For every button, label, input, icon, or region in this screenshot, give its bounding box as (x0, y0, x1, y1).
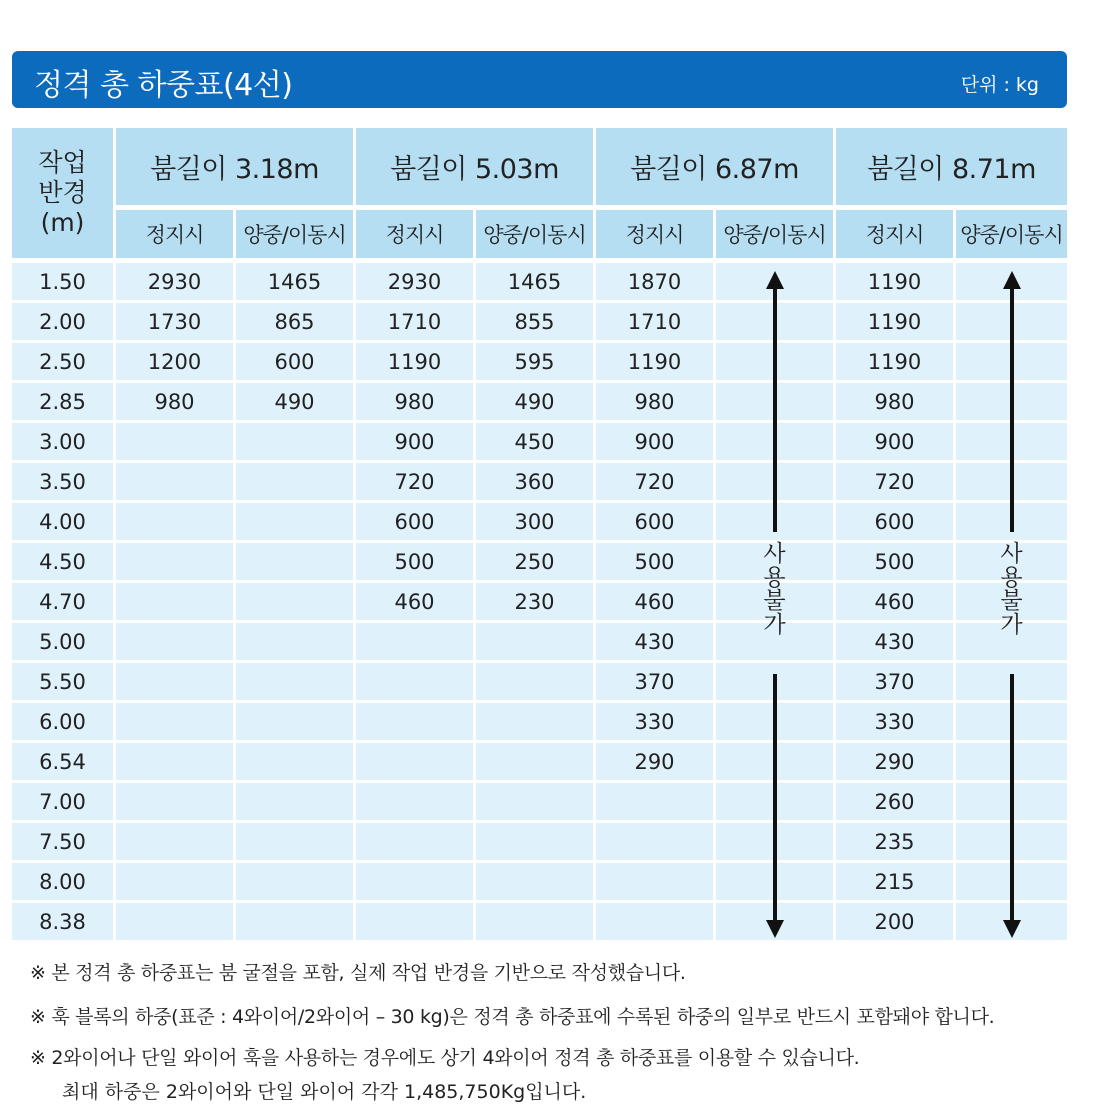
load-value-cell (236, 703, 353, 740)
load-value-cell: 235 (836, 823, 953, 860)
radius-header-line: 반경 (38, 178, 87, 207)
load-value-cell (116, 463, 233, 500)
load-value-cell (596, 783, 713, 820)
radius-cell: 6.00 (12, 703, 113, 740)
load-value-cell: 900 (356, 423, 473, 460)
load-value-cell (356, 663, 473, 700)
boom-length-header: 붐길이 6.87m (596, 128, 833, 205)
load-value-cell: 230 (476, 583, 593, 620)
load-value-cell (236, 583, 353, 620)
load-value-cell: 1190 (596, 343, 713, 380)
arrow-down-icon (1003, 920, 1021, 938)
load-value-cell (356, 823, 473, 860)
not-usable-char: 가 (763, 611, 786, 638)
load-value-cell: 260 (836, 783, 953, 820)
radius-cell: 4.50 (12, 543, 113, 580)
load-value-cell (116, 743, 233, 780)
load-value-cell: 290 (836, 743, 953, 780)
radius-cell: 2.50 (12, 343, 113, 380)
load-value-cell (116, 543, 233, 580)
load-value-cell: 330 (836, 703, 953, 740)
load-value-cell: 1190 (836, 343, 953, 380)
load-value-cell: 490 (476, 383, 593, 420)
load-value-cell (116, 823, 233, 860)
load-value-cell: 200 (836, 903, 953, 940)
load-value-cell (476, 783, 593, 820)
radius-header-line: 작업 (38, 148, 87, 177)
load-value-cell (236, 783, 353, 820)
load-value-cell (476, 863, 593, 900)
load-value-cell: 1730 (116, 303, 233, 340)
load-value-cell (236, 503, 353, 540)
load-value-cell: 300 (476, 503, 593, 540)
lifting-moving-header: 양중/이동시 (476, 210, 593, 258)
stationary-header: 정지시 (356, 210, 473, 258)
load-value-cell (236, 863, 353, 900)
load-value-cell (236, 663, 353, 700)
load-value-cell: 980 (356, 383, 473, 420)
stationary-header: 정지시 (116, 210, 233, 258)
load-value-cell: 1200 (116, 343, 233, 380)
load-value-cell: 360 (476, 463, 593, 500)
load-value-cell: 980 (116, 383, 233, 420)
boom-length-header: 붐길이 8.71m (836, 128, 1067, 205)
load-value-cell: 500 (596, 543, 713, 580)
load-value-cell: 1190 (836, 303, 953, 340)
load-value-cell (356, 863, 473, 900)
radius-cell: 2.85 (12, 383, 113, 420)
load-value-cell (116, 703, 233, 740)
load-value-cell (476, 663, 593, 700)
load-value-cell (596, 823, 713, 860)
stationary-header: 정지시 (596, 210, 713, 258)
arrow-line (773, 287, 777, 532)
load-value-cell (116, 903, 233, 940)
load-value-cell (116, 863, 233, 900)
lifting-moving-header: 양중/이동시 (716, 210, 833, 258)
load-value-cell (116, 583, 233, 620)
load-value-cell (236, 623, 353, 660)
load-value-cell: 1190 (356, 343, 473, 380)
load-value-cell (116, 623, 233, 660)
note-1: ※ 본 정격 총 하중표는 붐 굴절을 포함, 실제 작업 반경을 기반으로 작성했습니다. (30, 962, 686, 984)
radius-header-line: (m) (40, 208, 85, 237)
load-value-cell (116, 423, 233, 460)
load-value-cell (476, 623, 593, 660)
not-usable-char: 사 (1000, 541, 1023, 567)
load-value-cell (356, 903, 473, 940)
boom-length-header: 붐길이 3.18m (116, 128, 353, 205)
note-2: ※ 훅 블록의 하중(표준 : 4와이어/2와이어 – 30 kg)은 정격 총 하중표에 수록된 하중의 일부로 반드시 포함돼야 합니다. (30, 1006, 995, 1028)
not-usable-char: 가 (1000, 611, 1023, 638)
lifting-moving-header: 양중/이동시 (236, 210, 353, 258)
load-value-cell: 1870 (596, 263, 713, 300)
load-value-cell: 600 (356, 503, 473, 540)
not-usable-char: 사 (763, 541, 786, 567)
arrow-down-icon (766, 920, 784, 938)
load-value-cell (236, 423, 353, 460)
load-value-cell: 855 (476, 303, 593, 340)
load-value-cell (596, 903, 713, 940)
load-value-cell: 500 (836, 543, 953, 580)
radius-cell: 7.00 (12, 783, 113, 820)
load-value-cell: 865 (236, 303, 353, 340)
not-usable-indicator (956, 263, 1067, 943)
load-value-cell (236, 543, 353, 580)
load-value-cell: 595 (476, 343, 593, 380)
load-value-cell: 460 (596, 583, 713, 620)
load-value-cell: 900 (836, 423, 953, 460)
load-value-cell (116, 783, 233, 820)
not-usable-label (716, 543, 833, 637)
load-value-cell: 370 (836, 663, 953, 700)
load-value-cell: 1465 (476, 263, 593, 300)
arrow-line (1010, 674, 1014, 922)
load-value-cell (236, 823, 353, 860)
unit-label: 단위 : kg (960, 74, 1039, 96)
load-value-cell (356, 743, 473, 780)
note-3-continued: 최대 하중은 2와이어와 단일 와이어 각각 1,485,750Kg입니다. (62, 1081, 587, 1103)
load-value-cell (356, 703, 473, 740)
load-value-cell (596, 863, 713, 900)
load-value-cell (116, 663, 233, 700)
load-value-cell: 460 (356, 583, 473, 620)
lifting-moving-header: 양중/이동시 (956, 210, 1067, 258)
radius-cell: 4.70 (12, 583, 113, 620)
load-value-cell (476, 903, 593, 940)
load-value-cell: 1710 (356, 303, 473, 340)
load-value-cell: 330 (596, 703, 713, 740)
not-usable-char: 불 (1000, 588, 1023, 614)
not-usable-char: 용 (763, 564, 786, 591)
radius-cell: 8.38 (12, 903, 113, 940)
not-usable-char: 용 (1000, 564, 1023, 591)
radius-cell: 6.54 (12, 743, 113, 780)
arrow-line (1010, 287, 1014, 532)
radius-cell: 4.00 (12, 503, 113, 540)
load-value-cell (476, 703, 593, 740)
load-value-cell: 720 (596, 463, 713, 500)
radius-cell: 8.00 (12, 863, 113, 900)
radius-cell: 3.50 (12, 463, 113, 500)
note-3: ※ 2와이어나 단일 와이어 훅을 사용하는 경우에도 상기 4와이어 정격 총 하중표를 이용할 수 있습니다. (30, 1047, 860, 1069)
load-value-cell: 600 (836, 503, 953, 540)
load-value-cell (236, 743, 353, 780)
load-value-cell (356, 783, 473, 820)
load-value-cell: 490 (236, 383, 353, 420)
not-usable-indicator (716, 263, 833, 943)
load-value-cell: 1465 (236, 263, 353, 300)
load-value-cell: 900 (596, 423, 713, 460)
load-value-cell: 215 (836, 863, 953, 900)
title-bar (12, 51, 1067, 108)
not-usable-char: 불 (763, 588, 786, 614)
radius-cell: 7.50 (12, 823, 113, 860)
load-value-cell: 370 (596, 663, 713, 700)
radius-header (12, 128, 113, 258)
load-value-cell: 460 (836, 583, 953, 620)
stationary-header: 정지시 (836, 210, 953, 258)
load-value-cell (476, 823, 593, 860)
load-value-cell (476, 743, 593, 780)
load-value-cell (236, 463, 353, 500)
load-value-cell: 430 (836, 623, 953, 660)
radius-cell: 5.00 (12, 623, 113, 660)
not-usable-label (956, 543, 1067, 637)
boom-length-header: 붐길이 5.03m (356, 128, 593, 205)
radius-cell: 1.50 (12, 263, 113, 300)
load-value-cell: 1710 (596, 303, 713, 340)
arrow-line (773, 674, 777, 922)
load-value-cell: 720 (356, 463, 473, 500)
load-value-cell: 2930 (116, 263, 233, 300)
load-value-cell: 1190 (836, 263, 953, 300)
load-value-cell: 430 (596, 623, 713, 660)
load-value-cell: 450 (476, 423, 593, 460)
radius-cell: 5.50 (12, 663, 113, 700)
load-value-cell: 600 (596, 503, 713, 540)
load-value-cell: 2930 (356, 263, 473, 300)
page-title: 정격 총 하중표(4선) (34, 68, 293, 103)
load-value-cell: 290 (596, 743, 713, 780)
load-value-cell: 600 (236, 343, 353, 380)
radius-cell: 2.00 (12, 303, 113, 340)
radius-cell: 3.00 (12, 423, 113, 460)
load-value-cell: 980 (596, 383, 713, 420)
load-value-cell: 250 (476, 543, 593, 580)
load-value-cell: 500 (356, 543, 473, 580)
load-value-cell: 980 (836, 383, 953, 420)
load-value-cell (356, 623, 473, 660)
load-value-cell: 720 (836, 463, 953, 500)
load-value-cell (116, 503, 233, 540)
load-value-cell (236, 903, 353, 940)
